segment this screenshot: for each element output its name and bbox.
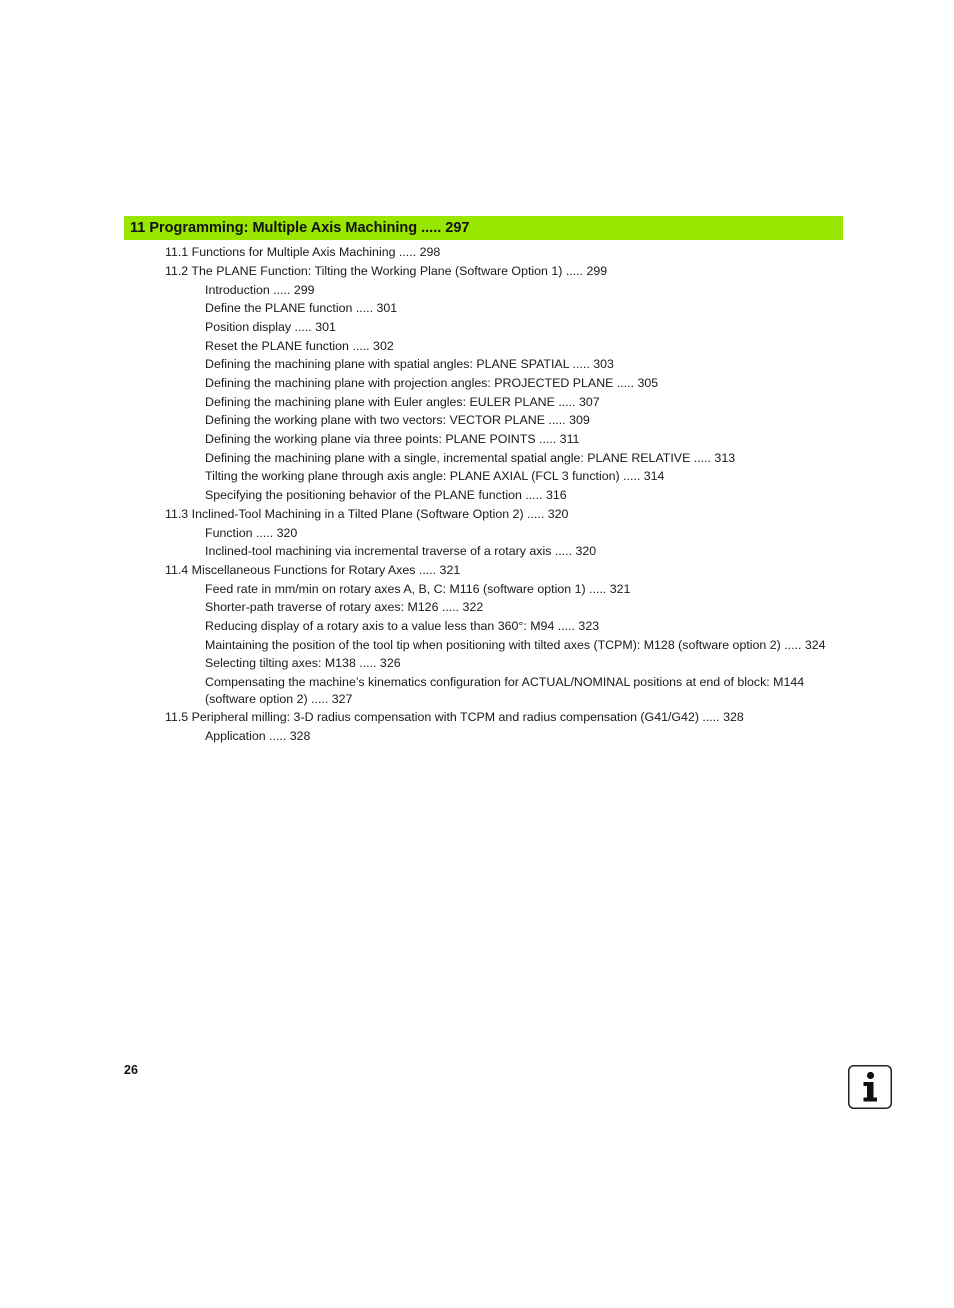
toc-subsection-entry: Defining the machining plane with spatial angles: PLANE SPATIAL ..... 303 xyxy=(205,357,614,372)
toc-subsection-entry: Selecting tilting axes: M138 ..... 326 xyxy=(205,656,401,671)
toc-subsection-entry: Shorter-path traverse of rotary axes: M126 ..... 322 xyxy=(205,600,484,615)
toc-subsection-entry: Defining the machining plane with a single, incremental spatial angle: PLANE RELATIVE ..... 313 xyxy=(205,450,736,465)
toc-subsection-entry: Defining the working plane via three points: PLANE POINTS ..... 311 xyxy=(205,432,580,447)
toc-subsection-entry: Application ..... 328 xyxy=(205,728,311,743)
toc-subsection-entry: Reset the PLANE function ..... 302 xyxy=(205,338,394,353)
table-of-contents xyxy=(0,242,954,744)
chapter-title: 11 Programming: Multiple Axis Machining ..... 297 xyxy=(130,220,470,236)
toc-subsection-entry: Inclined-tool machining via incremental traverse of a rotary axis ..... 320 xyxy=(205,544,597,559)
toc-section-entry: 11.5 Peripheral milling: 3-D radius compensation with TCPM and radius compensation (G41/G42) ..... 328 xyxy=(165,710,744,725)
toc-subsection-entry: Defining the machining plane with Euler angles: EULER PLANE ..... 307 xyxy=(205,394,600,409)
toc-subsection-entry: Reducing display of a rotary axis to a value less than 360°: M94 ..... 323 xyxy=(205,618,600,633)
toc-subsection-entry: Feed rate in mm/min on rotary axes A, B, C: M116 (software option 1) ..... 321 xyxy=(205,581,631,596)
toc-subsection-entry: Compensating the machine’s kinematics configuration for ACTUAL/NOMINAL positions at end of block: M144 (software option 2) ..... 327 xyxy=(205,675,805,706)
info-icon xyxy=(848,1065,892,1109)
toc-subsection-entry: Position display ..... 301 xyxy=(205,319,336,334)
toc-subsection-entry: Tilting the working plane through axis angle: PLANE AXIAL (FCL 3 function) ..... 314 xyxy=(205,469,665,484)
toc-section-entry: 11.2 The PLANE Function: Tilting the Working Plane (Software Option 1) ..... 299 xyxy=(165,263,608,278)
toc-subsection-entry: Defining the machining plane with projection angles: PROJECTED PLANE ..... 305 xyxy=(205,376,659,390)
toc-subsection-entry: Defining the working plane with two vectors: VECTOR PLANE ..... 309 xyxy=(205,413,590,428)
toc-subsection-entry: Function ..... 320 xyxy=(205,525,298,540)
toc-subsection-entry: Introduction ..... 299 xyxy=(205,282,315,297)
toc-section-entry: 11.1 Functions for Multiple Axis Machining ..... 298 xyxy=(165,245,441,260)
chapter-heading-bar xyxy=(124,216,843,240)
toc-subsection-entry: Maintaining the position of the tool tip when positioning with tilted axes (TCPM): M128 (software option 2) ..... 324 xyxy=(205,637,826,652)
toc-subsection-entry: Specifying the positioning behavior of the PLANE function ..... 316 xyxy=(205,488,567,503)
page-number: 26 xyxy=(124,1063,138,1077)
toc-subsection-entry: Define the PLANE function ..... 301 xyxy=(205,301,398,316)
toc-section-entry: 11.3 Inclined-Tool Machining in a Tilted Plane (Software Option 2) ..... 320 xyxy=(165,506,569,521)
toc-section-entry: 11.4 Miscellaneous Functions for Rotary Axes ..... 321 xyxy=(165,562,461,577)
